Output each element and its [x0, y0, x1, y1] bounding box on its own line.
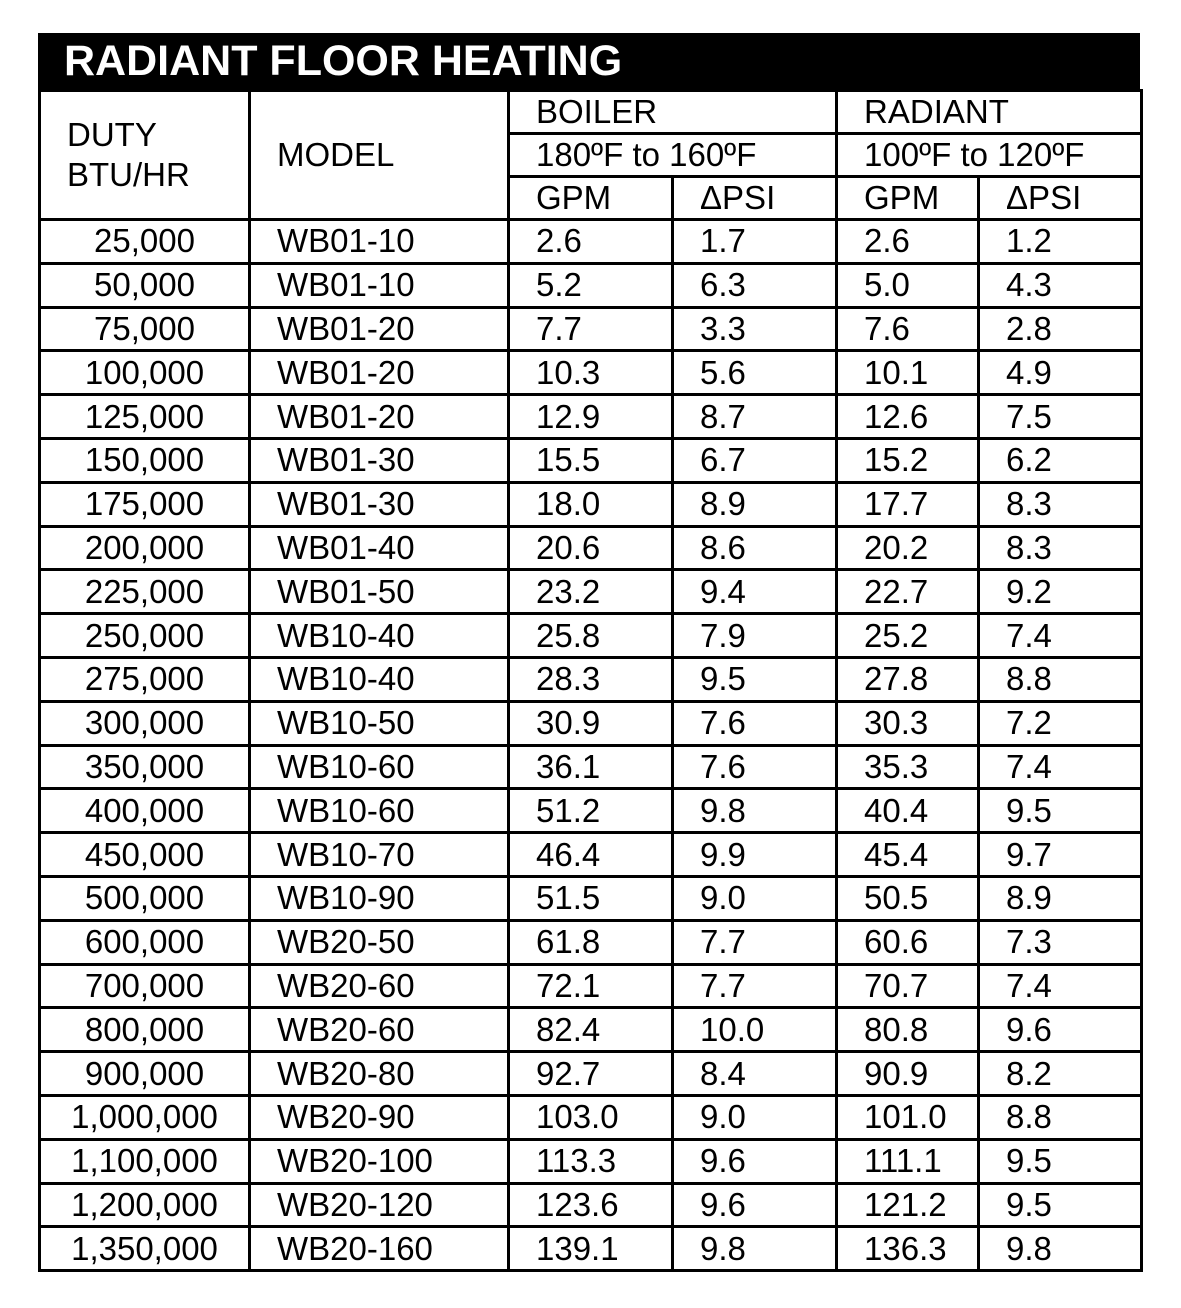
- boiler-psi-cell: 9.0: [673, 1095, 837, 1139]
- model-cell: WB20-90: [250, 1095, 509, 1139]
- duty-cell: 350,000: [40, 745, 250, 789]
- boiler-gpm-cell: 72.1: [509, 964, 673, 1008]
- boiler-gpm-cell: 28.3: [509, 657, 673, 701]
- radiant-psi-cell: 7.4: [979, 614, 1142, 658]
- boiler-psi-cell: 9.6: [673, 1139, 837, 1183]
- duty-cell: 1,350,000: [40, 1227, 250, 1271]
- boiler-psi-cell: 9.5: [673, 657, 837, 701]
- model-cell: WB01-20: [250, 395, 509, 439]
- boiler-psi-cell: 9.9: [673, 833, 837, 877]
- model-cell: WB10-40: [250, 657, 509, 701]
- duty-cell: 225,000: [40, 570, 250, 614]
- data-table: [38, 89, 1143, 1272]
- radiant-gpm-cell: 45.4: [837, 833, 979, 877]
- duty-cell: 50,000: [40, 263, 250, 307]
- duty-cell: 400,000: [40, 789, 250, 833]
- duty-cell: 700,000: [40, 964, 250, 1008]
- model-cell: WB01-30: [250, 482, 509, 526]
- radiant-psi-cell: 8.9: [979, 876, 1142, 920]
- boiler-psi-cell: 6.7: [673, 438, 837, 482]
- model-cell: WB10-70: [250, 833, 509, 877]
- boiler-psi-cell: 7.7: [673, 964, 837, 1008]
- radiant-psi-cell: 6.2: [979, 438, 1142, 482]
- boiler-psi-cell: 7.9: [673, 614, 837, 658]
- boiler-psi-cell: 5.6: [673, 351, 837, 395]
- model-cell: WB10-60: [250, 745, 509, 789]
- radiant-psi-cell: 8.3: [979, 482, 1142, 526]
- radiant-psi-cell: 4.9: [979, 351, 1142, 395]
- table-row: [40, 307, 1142, 351]
- model-cell: WB20-60: [250, 964, 509, 1008]
- radiant-floor-heating-table: [38, 33, 1140, 1272]
- table-row: [40, 701, 1142, 745]
- table-row: [40, 1183, 1142, 1227]
- boiler-gpm-cell: 12.9: [509, 395, 673, 439]
- boiler-gpm-cell: 10.3: [509, 351, 673, 395]
- radiant-psi-cell: 7.2: [979, 701, 1142, 745]
- radiant-gpm-cell: 70.7: [837, 964, 979, 1008]
- header-boiler-gpm: GPM: [509, 177, 673, 220]
- boiler-gpm-cell: 7.7: [509, 307, 673, 351]
- radiant-gpm-cell: 90.9: [837, 1052, 979, 1096]
- boiler-gpm-cell: 103.0: [509, 1095, 673, 1139]
- table-row: [40, 876, 1142, 920]
- model-cell: WB01-20: [250, 351, 509, 395]
- table-row: [40, 1052, 1142, 1096]
- table-row: [40, 526, 1142, 570]
- header-boiler-range: 180ºF to 160ºF: [509, 134, 837, 177]
- model-cell: WB20-60: [250, 1008, 509, 1052]
- boiler-gpm-cell: 82.4: [509, 1008, 673, 1052]
- header-radiant-psi: ΔPSI: [979, 177, 1142, 220]
- radiant-gpm-cell: 60.6: [837, 920, 979, 964]
- boiler-psi-cell: 9.8: [673, 789, 837, 833]
- duty-cell: 1,100,000: [40, 1139, 250, 1183]
- boiler-psi-cell: 7.6: [673, 745, 837, 789]
- duty-cell: 200,000: [40, 526, 250, 570]
- table-body: [40, 220, 1142, 1271]
- duty-cell: 1,000,000: [40, 1095, 250, 1139]
- boiler-psi-cell: 6.3: [673, 263, 837, 307]
- radiant-psi-cell: 9.5: [979, 1183, 1142, 1227]
- radiant-gpm-cell: 15.2: [837, 438, 979, 482]
- boiler-psi-cell: 10.0: [673, 1008, 837, 1052]
- duty-cell: 500,000: [40, 876, 250, 920]
- radiant-gpm-cell: 30.3: [837, 701, 979, 745]
- boiler-psi-cell: 9.0: [673, 876, 837, 920]
- duty-cell: 250,000: [40, 614, 250, 658]
- duty-cell: 900,000: [40, 1052, 250, 1096]
- model-cell: WB20-160: [250, 1227, 509, 1271]
- radiant-psi-cell: 9.2: [979, 570, 1142, 614]
- boiler-gpm-cell: 51.2: [509, 789, 673, 833]
- model-cell: WB20-50: [250, 920, 509, 964]
- radiant-gpm-cell: 10.1: [837, 351, 979, 395]
- model-cell: WB10-90: [250, 876, 509, 920]
- table-row: [40, 570, 1142, 614]
- boiler-psi-cell: 8.6: [673, 526, 837, 570]
- boiler-psi-cell: 7.6: [673, 701, 837, 745]
- boiler-gpm-cell: 2.6: [509, 220, 673, 264]
- table-row: [40, 1008, 1142, 1052]
- boiler-psi-cell: 1.7: [673, 220, 837, 264]
- radiant-gpm-cell: 101.0: [837, 1095, 979, 1139]
- model-cell: WB10-40: [250, 614, 509, 658]
- table-row: [40, 395, 1142, 439]
- table-row: [40, 745, 1142, 789]
- boiler-gpm-cell: 51.5: [509, 876, 673, 920]
- duty-cell: 600,000: [40, 920, 250, 964]
- boiler-gpm-cell: 23.2: [509, 570, 673, 614]
- boiler-gpm-cell: 5.2: [509, 263, 673, 307]
- radiant-gpm-cell: 17.7: [837, 482, 979, 526]
- model-cell: WB20-120: [250, 1183, 509, 1227]
- duty-cell: 100,000: [40, 351, 250, 395]
- boiler-psi-cell: 8.9: [673, 482, 837, 526]
- table-row: [40, 351, 1142, 395]
- boiler-psi-cell: 9.4: [673, 570, 837, 614]
- table-row: [40, 220, 1142, 264]
- duty-cell: 25,000: [40, 220, 250, 264]
- radiant-psi-cell: 8.2: [979, 1052, 1142, 1096]
- radiant-psi-cell: 9.5: [979, 1139, 1142, 1183]
- radiant-gpm-cell: 35.3: [837, 745, 979, 789]
- header-radiant-gpm: GPM: [837, 177, 979, 220]
- radiant-gpm-cell: 40.4: [837, 789, 979, 833]
- duty-cell: 300,000: [40, 701, 250, 745]
- table-row: [40, 1227, 1142, 1271]
- model-cell: WB01-10: [250, 220, 509, 264]
- table-row: [40, 833, 1142, 877]
- radiant-gpm-cell: 50.5: [837, 876, 979, 920]
- radiant-psi-cell: 7.5: [979, 395, 1142, 439]
- boiler-psi-cell: 7.7: [673, 920, 837, 964]
- radiant-psi-cell: 9.8: [979, 1227, 1142, 1271]
- boiler-gpm-cell: 18.0: [509, 482, 673, 526]
- header-boiler: BOILER: [509, 91, 837, 134]
- radiant-gpm-cell: 121.2: [837, 1183, 979, 1227]
- table-row: [40, 614, 1142, 658]
- boiler-gpm-cell: 92.7: [509, 1052, 673, 1096]
- model-cell: WB01-40: [250, 526, 509, 570]
- radiant-gpm-cell: 22.7: [837, 570, 979, 614]
- table-row: [40, 657, 1142, 701]
- radiant-gpm-cell: 7.6: [837, 307, 979, 351]
- model-cell: WB01-50: [250, 570, 509, 614]
- table-row: [40, 964, 1142, 1008]
- duty-cell: 1,200,000: [40, 1183, 250, 1227]
- radiant-psi-cell: 2.8: [979, 307, 1142, 351]
- table-row: [40, 920, 1142, 964]
- duty-cell: 75,000: [40, 307, 250, 351]
- radiant-psi-cell: 1.2: [979, 220, 1142, 264]
- radiant-psi-cell: 7.3: [979, 920, 1142, 964]
- radiant-psi-cell: 9.7: [979, 833, 1142, 877]
- boiler-gpm-cell: 30.9: [509, 701, 673, 745]
- boiler-gpm-cell: 36.1: [509, 745, 673, 789]
- radiant-gpm-cell: 111.1: [837, 1139, 979, 1183]
- duty-cell: 125,000: [40, 395, 250, 439]
- header-duty-line2: BTU/HR: [67, 156, 190, 193]
- table-row: [40, 1139, 1142, 1183]
- boiler-psi-cell: 9.6: [673, 1183, 837, 1227]
- model-cell: WB01-30: [250, 438, 509, 482]
- boiler-gpm-cell: 15.5: [509, 438, 673, 482]
- duty-cell: 450,000: [40, 833, 250, 877]
- radiant-gpm-cell: 12.6: [837, 395, 979, 439]
- radiant-gpm-cell: 5.0: [837, 263, 979, 307]
- model-cell: WB01-10: [250, 263, 509, 307]
- table-row: [40, 789, 1142, 833]
- duty-cell: 800,000: [40, 1008, 250, 1052]
- radiant-psi-cell: 8.3: [979, 526, 1142, 570]
- table-row: [40, 1095, 1142, 1139]
- duty-cell: 175,000: [40, 482, 250, 526]
- radiant-gpm-cell: 25.2: [837, 614, 979, 658]
- boiler-gpm-cell: 25.8: [509, 614, 673, 658]
- model-cell: WB10-50: [250, 701, 509, 745]
- header-boiler-psi: ΔPSI: [673, 177, 837, 220]
- radiant-psi-cell: 8.8: [979, 1095, 1142, 1139]
- radiant-psi-cell: 8.8: [979, 657, 1142, 701]
- model-cell: WB20-80: [250, 1052, 509, 1096]
- boiler-gpm-cell: 123.6: [509, 1183, 673, 1227]
- boiler-psi-cell: 3.3: [673, 307, 837, 351]
- boiler-gpm-cell: 61.8: [509, 920, 673, 964]
- boiler-psi-cell: 8.7: [673, 395, 837, 439]
- table-row: [40, 438, 1142, 482]
- radiant-gpm-cell: 136.3: [837, 1227, 979, 1271]
- boiler-psi-cell: 9.8: [673, 1227, 837, 1271]
- radiant-psi-cell: 9.6: [979, 1008, 1142, 1052]
- model-cell: WB10-60: [250, 789, 509, 833]
- boiler-gpm-cell: 139.1: [509, 1227, 673, 1271]
- header-duty: [40, 91, 250, 220]
- header-model: MODEL: [250, 91, 509, 220]
- model-cell: WB01-20: [250, 307, 509, 351]
- radiant-gpm-cell: 27.8: [837, 657, 979, 701]
- boiler-gpm-cell: 113.3: [509, 1139, 673, 1183]
- header-radiant: RADIANT: [837, 91, 1142, 134]
- radiant-psi-cell: 9.5: [979, 789, 1142, 833]
- radiant-gpm-cell: 2.6: [837, 220, 979, 264]
- radiant-psi-cell: 7.4: [979, 745, 1142, 789]
- radiant-psi-cell: 4.3: [979, 263, 1142, 307]
- table-row: [40, 482, 1142, 526]
- header-radiant-range: 100ºF to 120ºF: [837, 134, 1142, 177]
- table-row: [40, 263, 1142, 307]
- duty-cell: 150,000: [40, 438, 250, 482]
- model-cell: WB20-100: [250, 1139, 509, 1183]
- radiant-gpm-cell: 80.8: [837, 1008, 979, 1052]
- duty-cell: 275,000: [40, 657, 250, 701]
- boiler-psi-cell: 8.4: [673, 1052, 837, 1096]
- boiler-gpm-cell: 20.6: [509, 526, 673, 570]
- header-duty-line1: DUTY: [67, 116, 157, 153]
- table-title: RADIANT FLOOR HEATING: [38, 33, 1140, 89]
- boiler-gpm-cell: 46.4: [509, 833, 673, 877]
- radiant-psi-cell: 7.4: [979, 964, 1142, 1008]
- radiant-gpm-cell: 20.2: [837, 526, 979, 570]
